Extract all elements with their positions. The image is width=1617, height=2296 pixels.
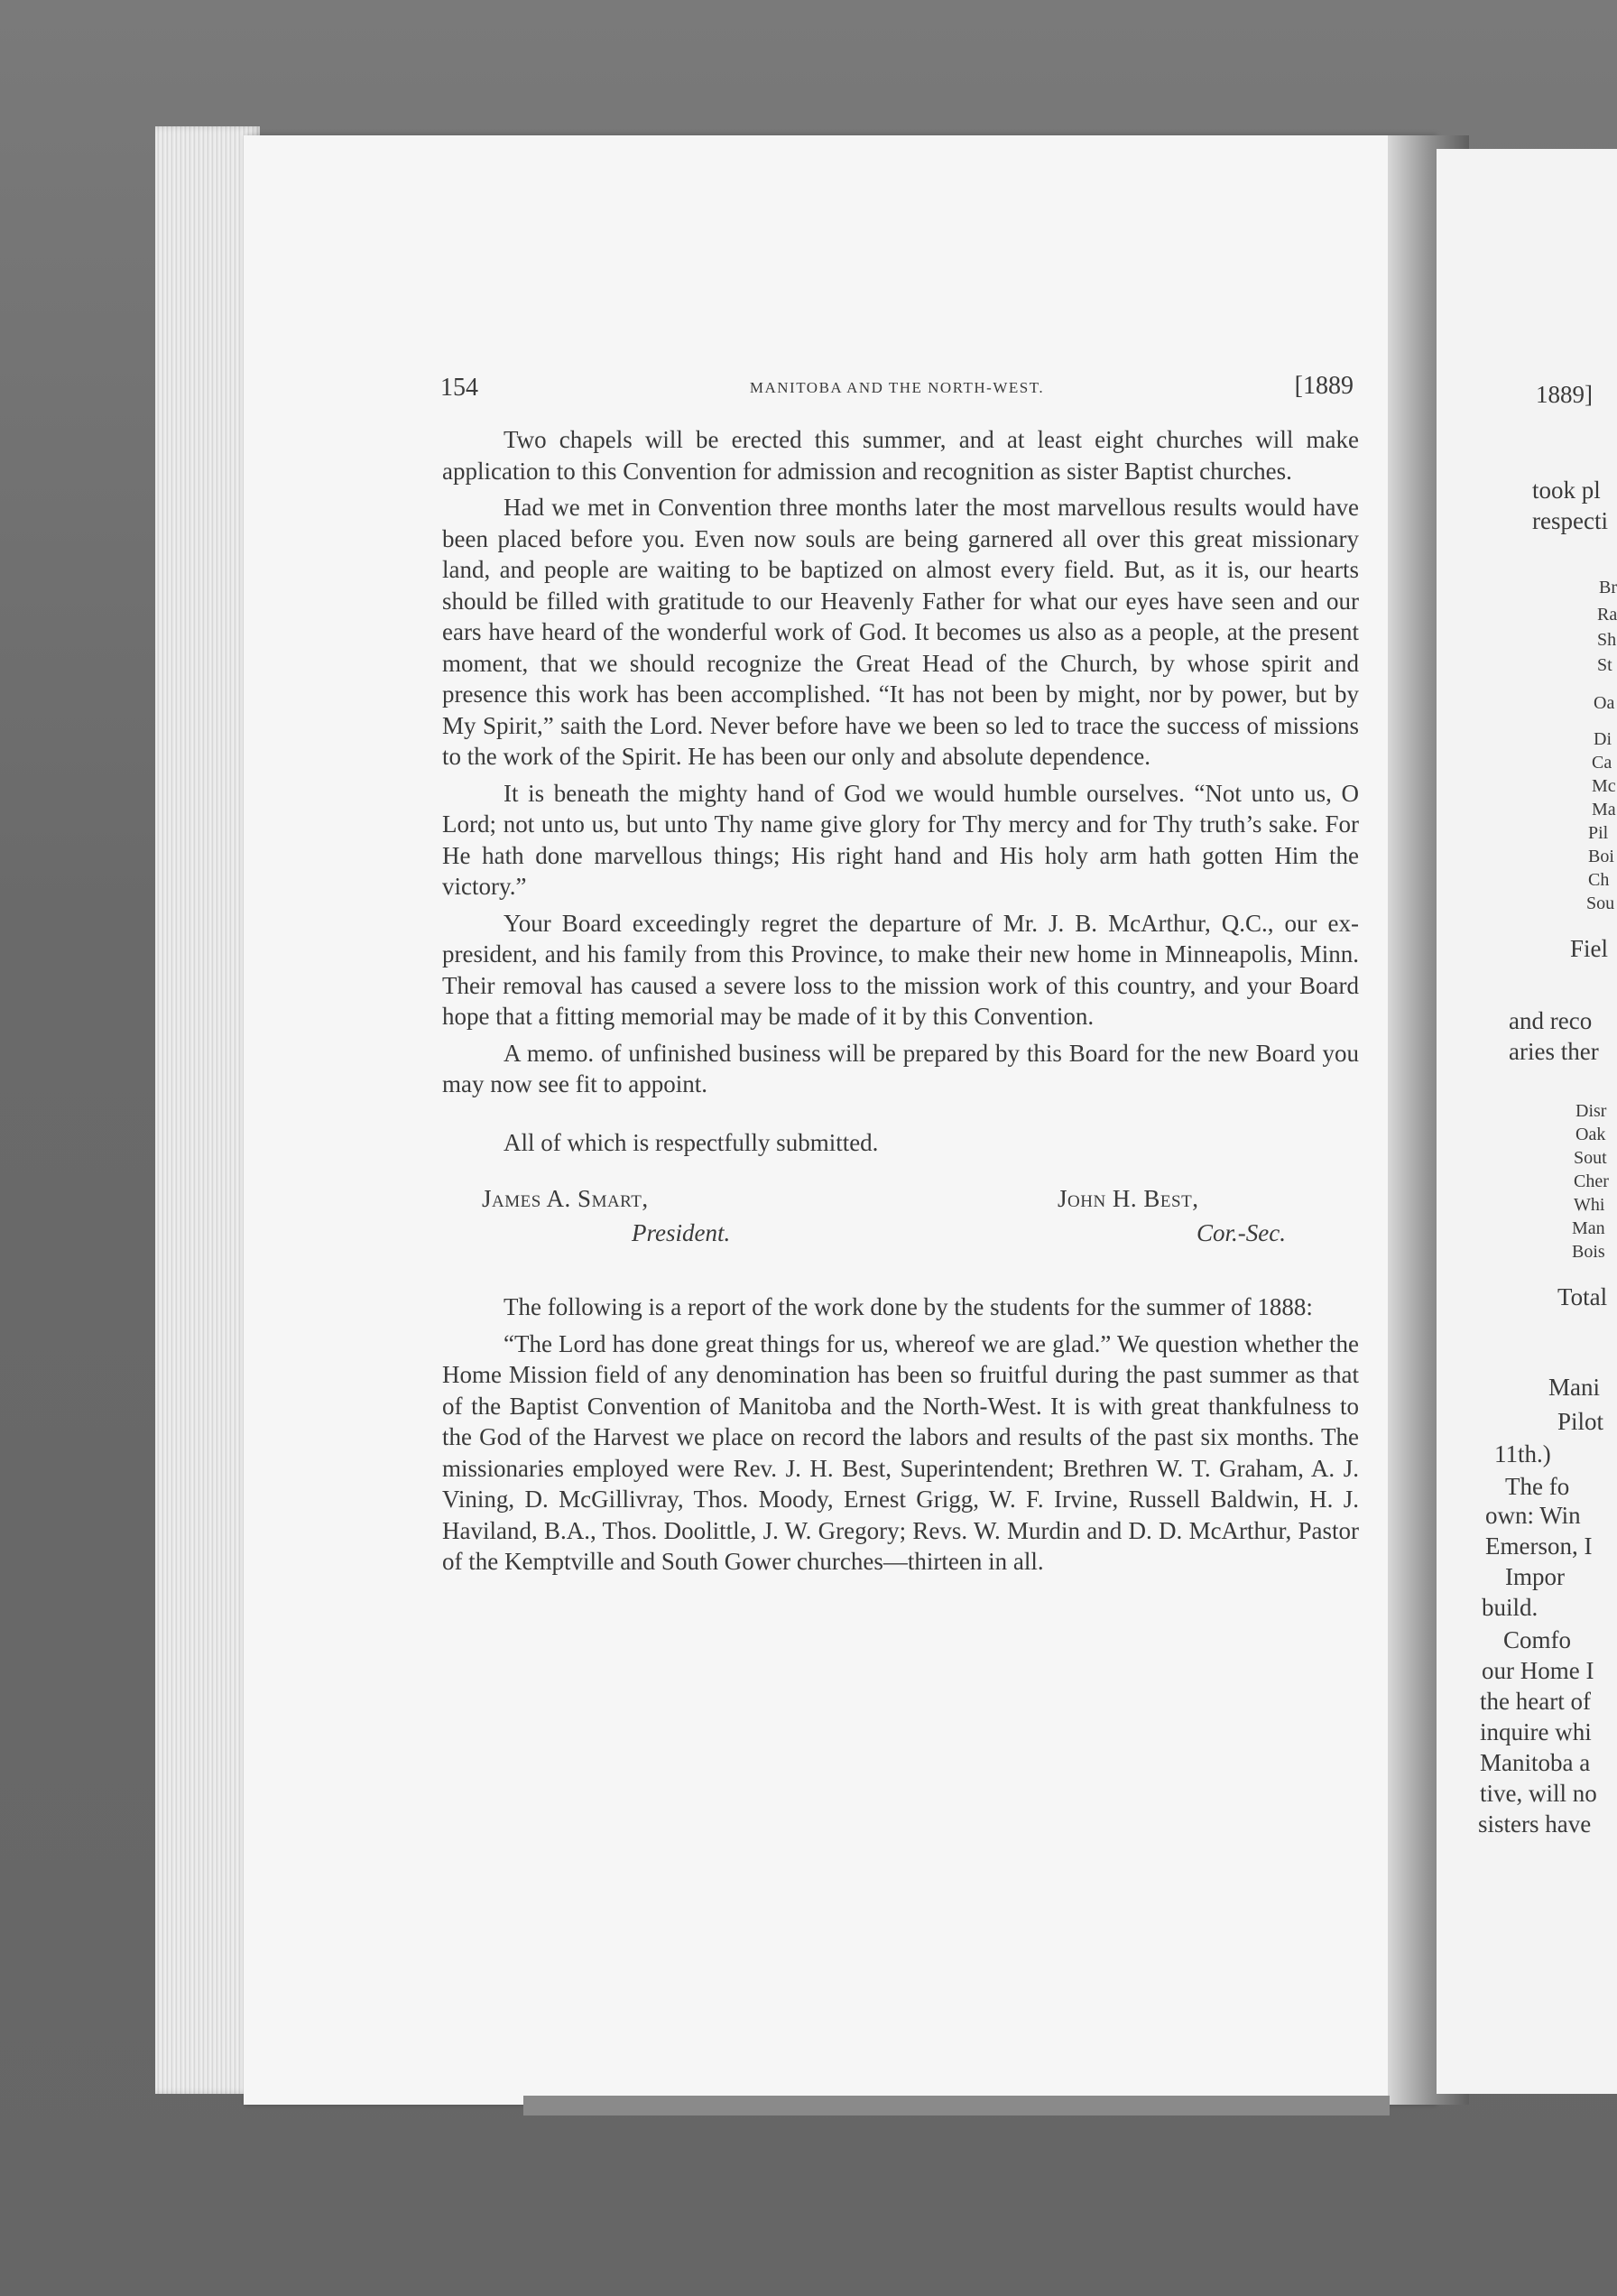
- right-page-text-fragment: Impor: [1505, 1563, 1565, 1590]
- right-page-text-fragment: build.: [1482, 1594, 1538, 1621]
- right-page-text-fragment: Man: [1572, 1218, 1605, 1238]
- page-number: 154: [440, 374, 478, 402]
- paragraph: A memo. of unfinished business will be prepared by this Board for the new Board you may now see fit to appoint.: [442, 1039, 1359, 1097]
- signatures: [442, 1183, 1359, 1264]
- running-head: [440, 370, 1354, 406]
- signature-title: President.: [632, 1219, 731, 1246]
- body-text: [442, 424, 1359, 1583]
- signature-title: Cor.-Sec.: [1197, 1219, 1286, 1246]
- right-page-text-fragment: Oak: [1575, 1125, 1606, 1144]
- right-page-text-fragment: inquire whi: [1480, 1718, 1592, 1745]
- right-page-text-fragment: sisters have: [1478, 1810, 1592, 1838]
- right-page-text-fragment: own: Win: [1485, 1502, 1581, 1529]
- right-page-text-fragment: and reco: [1509, 1007, 1593, 1034]
- right-page-text-fragment: Pilot: [1557, 1408, 1604, 1435]
- right-page-text-fragment: Mani: [1548, 1374, 1600, 1401]
- right-page-text-fragment: Sh: [1597, 630, 1617, 650]
- right-page-text-fragment: aries ther: [1509, 1038, 1599, 1065]
- right-page-text-fragment: Comfo: [1503, 1626, 1572, 1653]
- right-page-text-fragment: the heart of: [1480, 1688, 1591, 1715]
- paragraph: Two chapels will be erected this summer, and at least eight churches will make application to this Convention for admission and recognition as sister Baptist churches.: [442, 426, 1359, 485]
- right-page-text-fragment: Fiel: [1570, 935, 1609, 962]
- right-page-text-fragment: Whi: [1574, 1195, 1605, 1215]
- paragraph: The following is a report of the work done by the students for the summer of 1888:: [504, 1293, 1313, 1320]
- signature-name: James A. Smart,: [482, 1185, 649, 1212]
- page-bottom-shadow: [523, 2096, 1390, 2115]
- right-page-text-fragment: Br: [1599, 578, 1617, 597]
- right-page-text-fragment: Disr: [1575, 1101, 1607, 1121]
- right-page-text-fragment: 11th.): [1494, 1440, 1551, 1467]
- right-page-text-fragment: Emerson, I: [1485, 1532, 1593, 1560]
- right-page-text-fragment: The fo: [1505, 1473, 1570, 1500]
- signature-president: [482, 1183, 731, 1246]
- right-page: [1437, 149, 1617, 2094]
- paragraph: It is beneath the mighty hand of God we would humble ourselves. “Not unto us, O Lord; not unto us, but unto Thy name give glory for Thy mercy and for Thy truth’s sake. For He hath done marvellous things; His right hand and His holy arm hath gotten Him the victory.”: [442, 779, 1359, 900]
- running-year: [1889: [1294, 372, 1354, 400]
- right-page-text-fragment: Ma: [1592, 800, 1616, 819]
- right-page-text-fragment: Cher: [1574, 1171, 1609, 1191]
- right-page-text-fragment: Manitoba a: [1480, 1749, 1591, 1776]
- right-page-text-fragment: Bois: [1572, 1242, 1605, 1262]
- paragraph: Had we met in Convention three months later the most marvellous results would have been placed before you. Even now souls are being garnered all over this great missionary land, and people are waiting to be baptized on almost every field. But, as it is, our hearts should be filled with gratitude to our Heavenly Father for what our eyes have seen and our ears have heard of the wonderful work of God. It becomes us also as a people, at the present moment, that we should recognize the Great Head of the Church, by whose spirit and presence this work has been accomplished. “It has not been by might, nor by power, but by My Spirit,” saith the Lord. Never before have we been so led to trace the success of missions to the work of the Spirit. He has been our only and absolute dependence.: [442, 494, 1359, 770]
- paragraph: “The Lord has done great things for us, whereof we are glad.” We question whether the Home Mission field of any denomination has been so fruitful during the past summer as that of the Baptist Convention of Manitoba and the North-West. It is with great thankfulness to the God of the Harvest we place on record the labors and results of the past six months. The missionaries employed were Rev. J. H. Best, Superintendent; Brethren W. T. Graham, A. J. Vining, D. McGillivray, Thos. Moody, Ernest Grigg, W. F. Irvine, Russell Baldwin, H. J. Haviland, B.A., Thos. Doolittle, J. W. Gregory; Revs. W. Murdin and D. D. McArthur, Pastor of the Kemptville and South Gower churches—thirteen in all.: [442, 1329, 1359, 1575]
- right-page-text-fragment: Total: [1557, 1283, 1608, 1310]
- right-page-text-fragment: Di: [1594, 729, 1612, 749]
- paragraph: Your Board exceedingly regret the departure of Mr. J. B. McArthur, Q.C., our ex-president, and his family from this Province, to make their new home in Minneapolis, Minn. Their removal has caused a severe loss to the mission work of this country, and your Board hope that a fitting memorial may be made of it by this Convention.: [442, 909, 1359, 1030]
- right-page-text-fragment: Sout: [1574, 1148, 1607, 1168]
- signature-name: John H. Best,: [1058, 1185, 1199, 1212]
- right-page-text-fragment: tive, will no: [1480, 1780, 1597, 1807]
- right-page-text-fragment: Ch: [1588, 870, 1610, 890]
- running-title: MANITOBA AND THE NORTH-WEST.: [749, 379, 1045, 396]
- right-page-text-fragment: Ra: [1597, 605, 1617, 625]
- right-page-text-fragment: 1889]: [1536, 381, 1593, 408]
- right-page-text-fragment: Sou: [1586, 893, 1615, 913]
- right-page-text-fragment: Boi: [1588, 847, 1614, 866]
- right-page-text-fragment: respecti: [1532, 507, 1608, 534]
- right-page-text-fragment: took pl: [1532, 477, 1601, 504]
- right-page-text-fragment: Ca: [1592, 753, 1612, 773]
- right-page-text-fragment: Pil: [1588, 823, 1609, 843]
- right-page-text-fragment: our Home I: [1482, 1657, 1594, 1684]
- right-page-text-fragment: St: [1597, 655, 1612, 675]
- right-page-text-fragment: Mc: [1592, 776, 1616, 796]
- submitted-line: All of which is respectfully submitted.: [504, 1128, 879, 1156]
- signature-secretary: [1058, 1183, 1286, 1246]
- right-page-text-fragment: Oa: [1594, 693, 1615, 713]
